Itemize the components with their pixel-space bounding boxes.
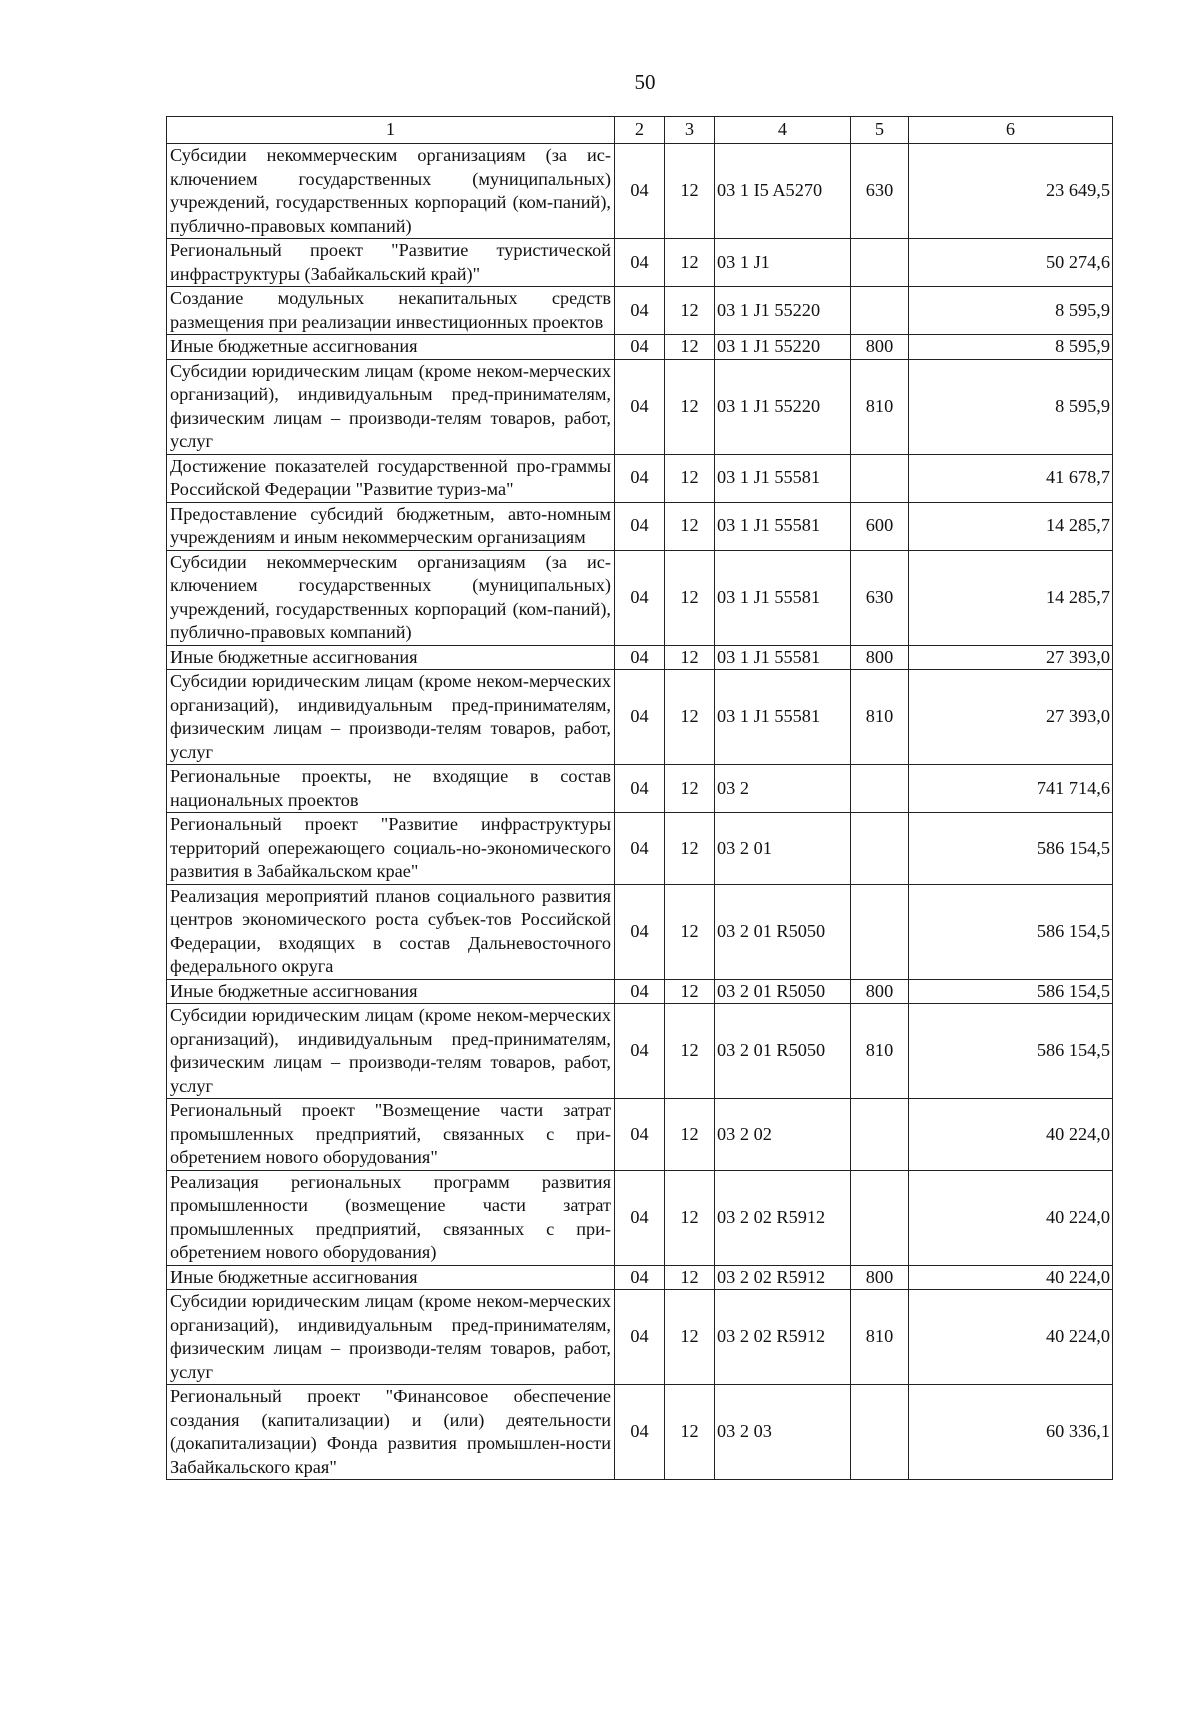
column-header: 3 [665,117,715,144]
row-description: Иные бюджетные ассигнования [167,979,615,1004]
table-row [167,1170,1113,1265]
row-target-code: 03 1 I5 A5270 [715,144,851,239]
row-expense-type: 800 [851,979,909,1004]
table-row [167,1385,1113,1480]
row-section: 04 [615,979,665,1004]
table-row [167,550,1113,645]
row-section: 04 [615,1290,665,1385]
row-amount: 8 595,9 [909,287,1113,335]
header-row [167,117,1113,144]
row-amount: 40 224,0 [909,1265,1113,1290]
table-row [167,502,1113,550]
row-section: 04 [615,550,665,645]
row-subsection: 12 [665,287,715,335]
row-section: 04 [615,670,665,765]
row-amount: 8 595,9 [909,359,1113,454]
row-subsection: 12 [665,359,715,454]
row-target-code: 03 2 02 R5912 [715,1265,851,1290]
row-subsection: 12 [665,239,715,287]
table-row [167,813,1113,885]
row-target-code: 03 2 01 R5050 [715,979,851,1004]
row-amount: 27 393,0 [909,670,1113,765]
row-section: 04 [615,645,665,670]
row-expense-type [851,454,909,502]
row-amount: 586 154,5 [909,1004,1113,1099]
row-section: 04 [615,1004,665,1099]
row-description: Субсидии юридическим лицам (кроме неком-мерческих организаций), индивидуальным пред-принимателям, физическим лицам – производи-телям товаров, работ, услуг [167,1290,615,1385]
row-section: 04 [615,1385,665,1480]
table-row [167,979,1113,1004]
column-header: 6 [909,117,1113,144]
row-description: Субсидии юридическим лицам (кроме неком-мерческих организаций), индивидуальным пред-принимателям, физическим лицам – производи-телям товаров, работ, услуг [167,670,615,765]
row-amount: 40 224,0 [909,1170,1113,1265]
row-amount: 586 154,5 [909,884,1113,979]
row-target-code: 03 2 02 [715,1099,851,1171]
row-section: 04 [615,335,665,360]
row-section: 04 [615,1099,665,1171]
table-row [167,645,1113,670]
row-target-code: 03 2 03 [715,1385,851,1480]
row-target-code: 03 1 J1 [715,239,851,287]
row-description: Региональные проекты, не входящие в состав национальных проектов [167,765,615,813]
row-expense-type: 630 [851,550,909,645]
row-subsection: 12 [665,1170,715,1265]
row-subsection: 12 [665,813,715,885]
row-subsection: 12 [665,1099,715,1171]
row-section: 04 [615,1265,665,1290]
row-amount: 8 595,9 [909,335,1113,360]
row-subsection: 12 [665,645,715,670]
row-subsection: 12 [665,1385,715,1480]
row-target-code: 03 2 01 R5050 [715,884,851,979]
row-section: 04 [615,359,665,454]
row-expense-type: 810 [851,1004,909,1099]
table-row [167,765,1113,813]
row-expense-type [851,1385,909,1480]
table-row [167,335,1113,360]
row-target-code: 03 1 J1 55581 [715,502,851,550]
row-description: Предоставление субсидий бюджетным, авто-номным учреждениям и иным некоммерческим организациям [167,502,615,550]
table-row [167,144,1113,239]
row-description: Реализация региональных программ развития промышленности (возмещение части затрат промышленных предприятий, связанных с при-обретением нового оборудования) [167,1170,615,1265]
row-description: Региональный проект "Развитие туристической инфраструктуры (Забайкальский край)" [167,239,615,287]
column-header: 4 [715,117,851,144]
row-amount: 586 154,5 [909,979,1113,1004]
budget-table [166,116,1113,1480]
row-section: 04 [615,884,665,979]
row-subsection: 12 [665,979,715,1004]
table-row [167,884,1113,979]
row-target-code: 03 2 02 R5912 [715,1170,851,1265]
table-row [167,1265,1113,1290]
row-section: 04 [615,502,665,550]
row-section: 04 [615,813,665,885]
row-expense-type: 800 [851,645,909,670]
page-number: 50 [634,70,656,94]
row-expense-type [851,884,909,979]
row-description: Региональный проект "Финансовое обеспечение создания (капитализации) и (или) деятельности (докапитализации) Фонда развития промышлен-ности Забайкальского края" [167,1385,615,1480]
row-expense-type: 800 [851,335,909,360]
table-row [167,670,1113,765]
row-amount: 40 224,0 [909,1290,1113,1385]
row-subsection: 12 [665,884,715,979]
row-amount: 14 285,7 [909,550,1113,645]
row-expense-type [851,287,909,335]
row-subsection: 12 [665,454,715,502]
row-target-code: 03 2 01 [715,813,851,885]
row-target-code: 03 2 01 R5050 [715,1004,851,1099]
row-subsection: 12 [665,1290,715,1385]
row-section: 04 [615,239,665,287]
row-amount: 40 224,0 [909,1099,1113,1171]
row-amount: 14 285,7 [909,502,1113,550]
row-description: Иные бюджетные ассигнования [167,1265,615,1290]
row-amount: 50 274,6 [909,239,1113,287]
row-section: 04 [615,765,665,813]
row-expense-type: 800 [851,1265,909,1290]
row-description: Субсидии юридическим лицам (кроме неком-мерческих организаций), индивидуальным пред-принимателям, физическим лицам – производи-телям товаров, работ, услуг [167,1004,615,1099]
row-description: Иные бюджетные ассигнования [167,335,615,360]
row-expense-type: 600 [851,502,909,550]
row-description: Субсидии некоммерческим организациям (за ис-ключением государственных (муниципальных) учреждений, государственных корпораций (ком-паний), публично-правовых компаний) [167,550,615,645]
table-row [167,239,1113,287]
row-expense-type: 810 [851,359,909,454]
row-target-code: 03 1 J1 55220 [715,287,851,335]
row-section: 04 [615,287,665,335]
row-description: Региональный проект "Возмещение части затрат промышленных предприятий, связанных с при-обретением нового оборудования" [167,1099,615,1171]
row-description: Субсидии юридическим лицам (кроме неком-мерческих организаций), индивидуальным пред-принимателям, физическим лицам – производи-телям товаров, работ, услуг [167,359,615,454]
row-section: 04 [615,454,665,502]
row-target-code: 03 1 J1 55220 [715,335,851,360]
row-expense-type [851,813,909,885]
table-row [167,287,1113,335]
row-subsection: 12 [665,550,715,645]
row-amount: 41 678,7 [909,454,1113,502]
row-section: 04 [615,144,665,239]
row-subsection: 12 [665,335,715,360]
row-subsection: 12 [665,502,715,550]
row-amount: 741 714,6 [909,765,1113,813]
row-subsection: 12 [665,1265,715,1290]
table-body [167,144,1113,1480]
column-header: 2 [615,117,665,144]
row-amount: 60 336,1 [909,1385,1113,1480]
row-target-code: 03 1 J1 55220 [715,359,851,454]
row-description: Региональный проект "Развитие инфраструктуры территорий опережающего социаль-но-экономического развития в Забайкальском крае" [167,813,615,885]
column-header: 5 [851,117,909,144]
row-subsection: 12 [665,670,715,765]
table-row [167,1004,1113,1099]
row-description: Субсидии некоммерческим организациям (за ис-ключением государственных (муниципальных) учреждений, государственных корпораций (ком-паний), публично-правовых компаний) [167,144,615,239]
row-expense-type [851,1170,909,1265]
row-description: Достижение показателей государственной про-граммы Российской Федерации "Развитие туриз-ма" [167,454,615,502]
row-subsection: 12 [665,1004,715,1099]
row-expense-type [851,765,909,813]
row-expense-type: 630 [851,144,909,239]
row-expense-type [851,239,909,287]
row-amount: 23 649,5 [909,144,1113,239]
row-target-code: 03 2 [715,765,851,813]
column-header: 1 [167,117,615,144]
row-expense-type: 810 [851,670,909,765]
row-expense-type: 810 [851,1290,909,1385]
table-row [167,359,1113,454]
table-row [167,1099,1113,1171]
row-amount: 27 393,0 [909,645,1113,670]
row-description: Иные бюджетные ассигнования [167,645,615,670]
row-target-code: 03 1 J1 55581 [715,645,851,670]
row-description: Создание модульных некапитальных средств размещения при реализации инвестиционных проектов [167,287,615,335]
table-row [167,454,1113,502]
table-row [167,1290,1113,1385]
row-amount: 586 154,5 [909,813,1113,885]
row-target-code: 03 2 02 R5912 [715,1290,851,1385]
row-subsection: 12 [665,144,715,239]
row-target-code: 03 1 J1 55581 [715,670,851,765]
row-subsection: 12 [665,765,715,813]
row-target-code: 03 1 J1 55581 [715,550,851,645]
row-section: 04 [615,1170,665,1265]
row-expense-type [851,1099,909,1171]
row-description: Реализация мероприятий планов социального развития центров экономического роста субъек-тов Российской Федерации, входящих в состав Дальневосточного федерального округа [167,884,615,979]
row-target-code: 03 1 J1 55581 [715,454,851,502]
